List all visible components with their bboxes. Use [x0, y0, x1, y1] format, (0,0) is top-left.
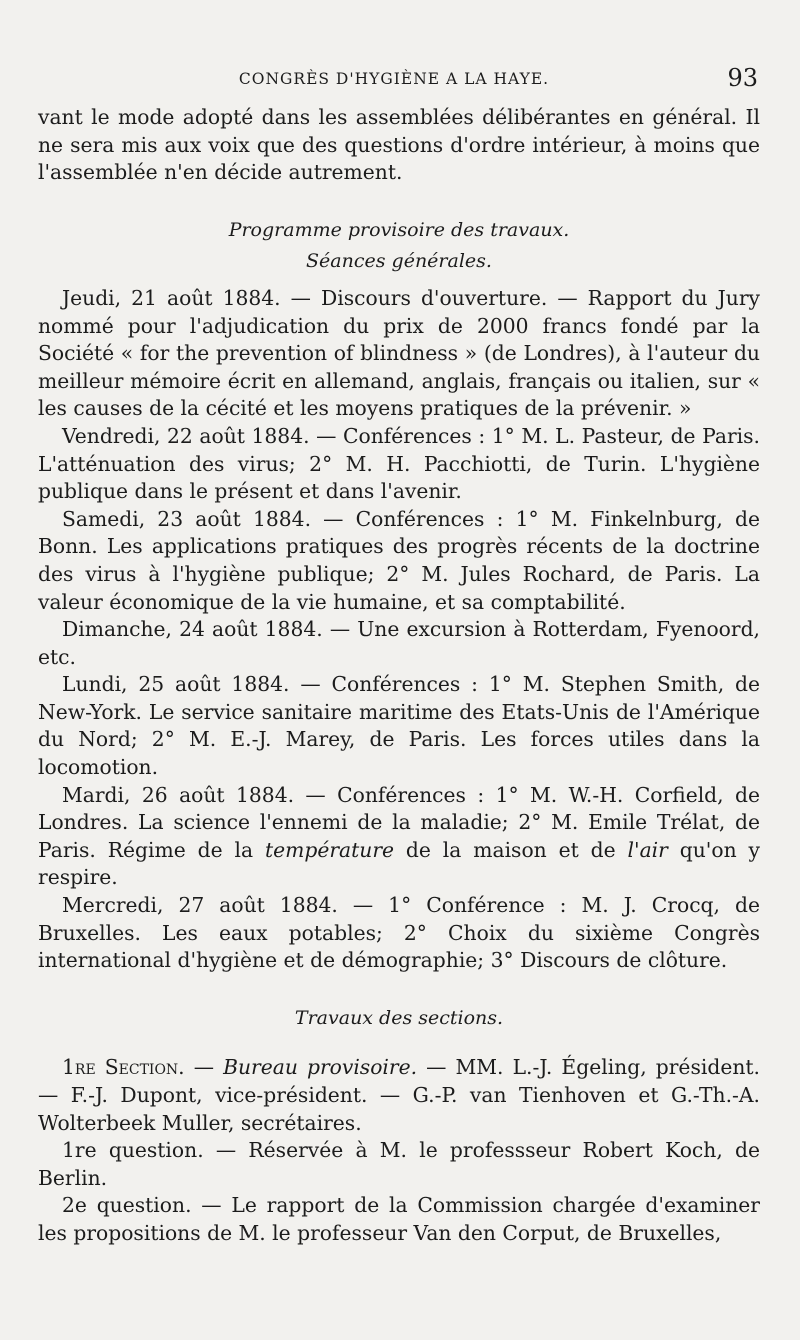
page-number: 93	[727, 64, 758, 92]
paragraph-samedi: Samedi, 23 août 1884. — Conférences : 1° M. Finkelnburg, de Bonn. Les applications pratiques des progrès récents de la doctrine des virus à l'hygiène publique; 2° M. Jules Rochard, de Paris. La valeur économique de la vie humaine, et sa comptabilité.	[38, 506, 760, 614]
paragraph-section-1	[38, 1054, 760, 1137]
section-1-bureau-provisoire: Bureau provisoire.	[223, 1055, 418, 1080]
mardi-emphasis-temperature: température	[264, 837, 395, 862]
paragraph-question-2: 2e question. — Le rapport de la Commission chargée d'examiner les propositions de M. le professeur Van den Corput, de Bruxelles,	[38, 1193, 760, 1245]
paragraph-dimanche: Dimanche, 24 août 1884. — Une excursion à Rotterdam, Fyenoord, etc.	[38, 617, 760, 669]
paragraph-question-1: 1re question. — Réservée à M. le professseur Robert Koch, de Berlin.	[38, 1138, 760, 1190]
mardi-text-1: Mardi, 26 août 1884. — Conférences : 1° M. W.-H. Corfield, de Londres. La science l'ennemi de la maladie; 2° M. Emile Trélat, de Paris. Régime de la	[38, 782, 760, 862]
heading-travaux-sections: Travaux des sections.	[294, 1006, 504, 1029]
paragraph-opening: vant le mode adopté dans les assemblées délibérantes en général. Il ne sera mis aux voix que des questions d'ordre intérieur, à moins que l'assemblée n'en décide autrement.	[38, 105, 760, 185]
mardi-text-2: de la maison et de	[394, 837, 628, 862]
paragraph-mercredi: Mercredi, 27 août 1884. — 1° Conférence : M. J. Crocq, de Bruxelles. Les eaux potables; 2° Choix du sixième Congrès international d'hygiène et de démographie; 3° Discours de clôture.	[38, 893, 760, 973]
heading-seances-generales: Séances générales.	[306, 250, 492, 273]
running-header	[38, 64, 760, 104]
mardi-emphasis-air: l'air	[627, 837, 668, 862]
paragraph-jeudi: Jeudi, 21 août 1884. — Discours d'ouverture. — Rapport du Jury nommé pour l'adjudication du prix de 2000 francs fondé par la Société « for the prevention of blindness » (de Londres), à l'auteur du meilleur mémoire écrit en allemand, anglais, français ou italien, sur « les causes de la cécité et les moyens pratiques de la prévenir. »	[38, 285, 760, 421]
heading-programme: Programme provisoire des travaux.	[228, 218, 570, 241]
section-1-members: — MM. L.-J. Égeling, président. — F.-J. Dupont, vice-président. — G.-P. van Tienhoven et G.-Th.-A. Wolterbeek Muller, secrétaires.	[38, 1055, 760, 1135]
mardi-text-3: qu'on y respire.	[38, 837, 760, 890]
paragraph-mardi	[38, 782, 760, 892]
section-1-dash: —	[184, 1055, 224, 1080]
paragraph-vendredi: Vendredi, 22 août 1884. — Conférences : 1° M. L. Pasteur, de Paris. L'atténuation des virus; 2° M. H. Pacchiotti, de Turin. L'hygiène publique dans le présent et dans l'avenir.	[38, 423, 760, 504]
paragraph-lundi: Lundi, 25 août 1884. — Conférences : 1° M. Stephen Smith, de New-York. Le service sanitaire maritime des Etats-Unis de l'Amérique du Nord; 2° M. E.-J. Marey, de Paris. Les forces utiles dans la locomotion.	[38, 672, 760, 780]
section-1-label: 1re Section.	[62, 1055, 185, 1080]
running-title: CONGRÈS D'HYGIÈNE A LA HAYE.	[238, 70, 550, 88]
